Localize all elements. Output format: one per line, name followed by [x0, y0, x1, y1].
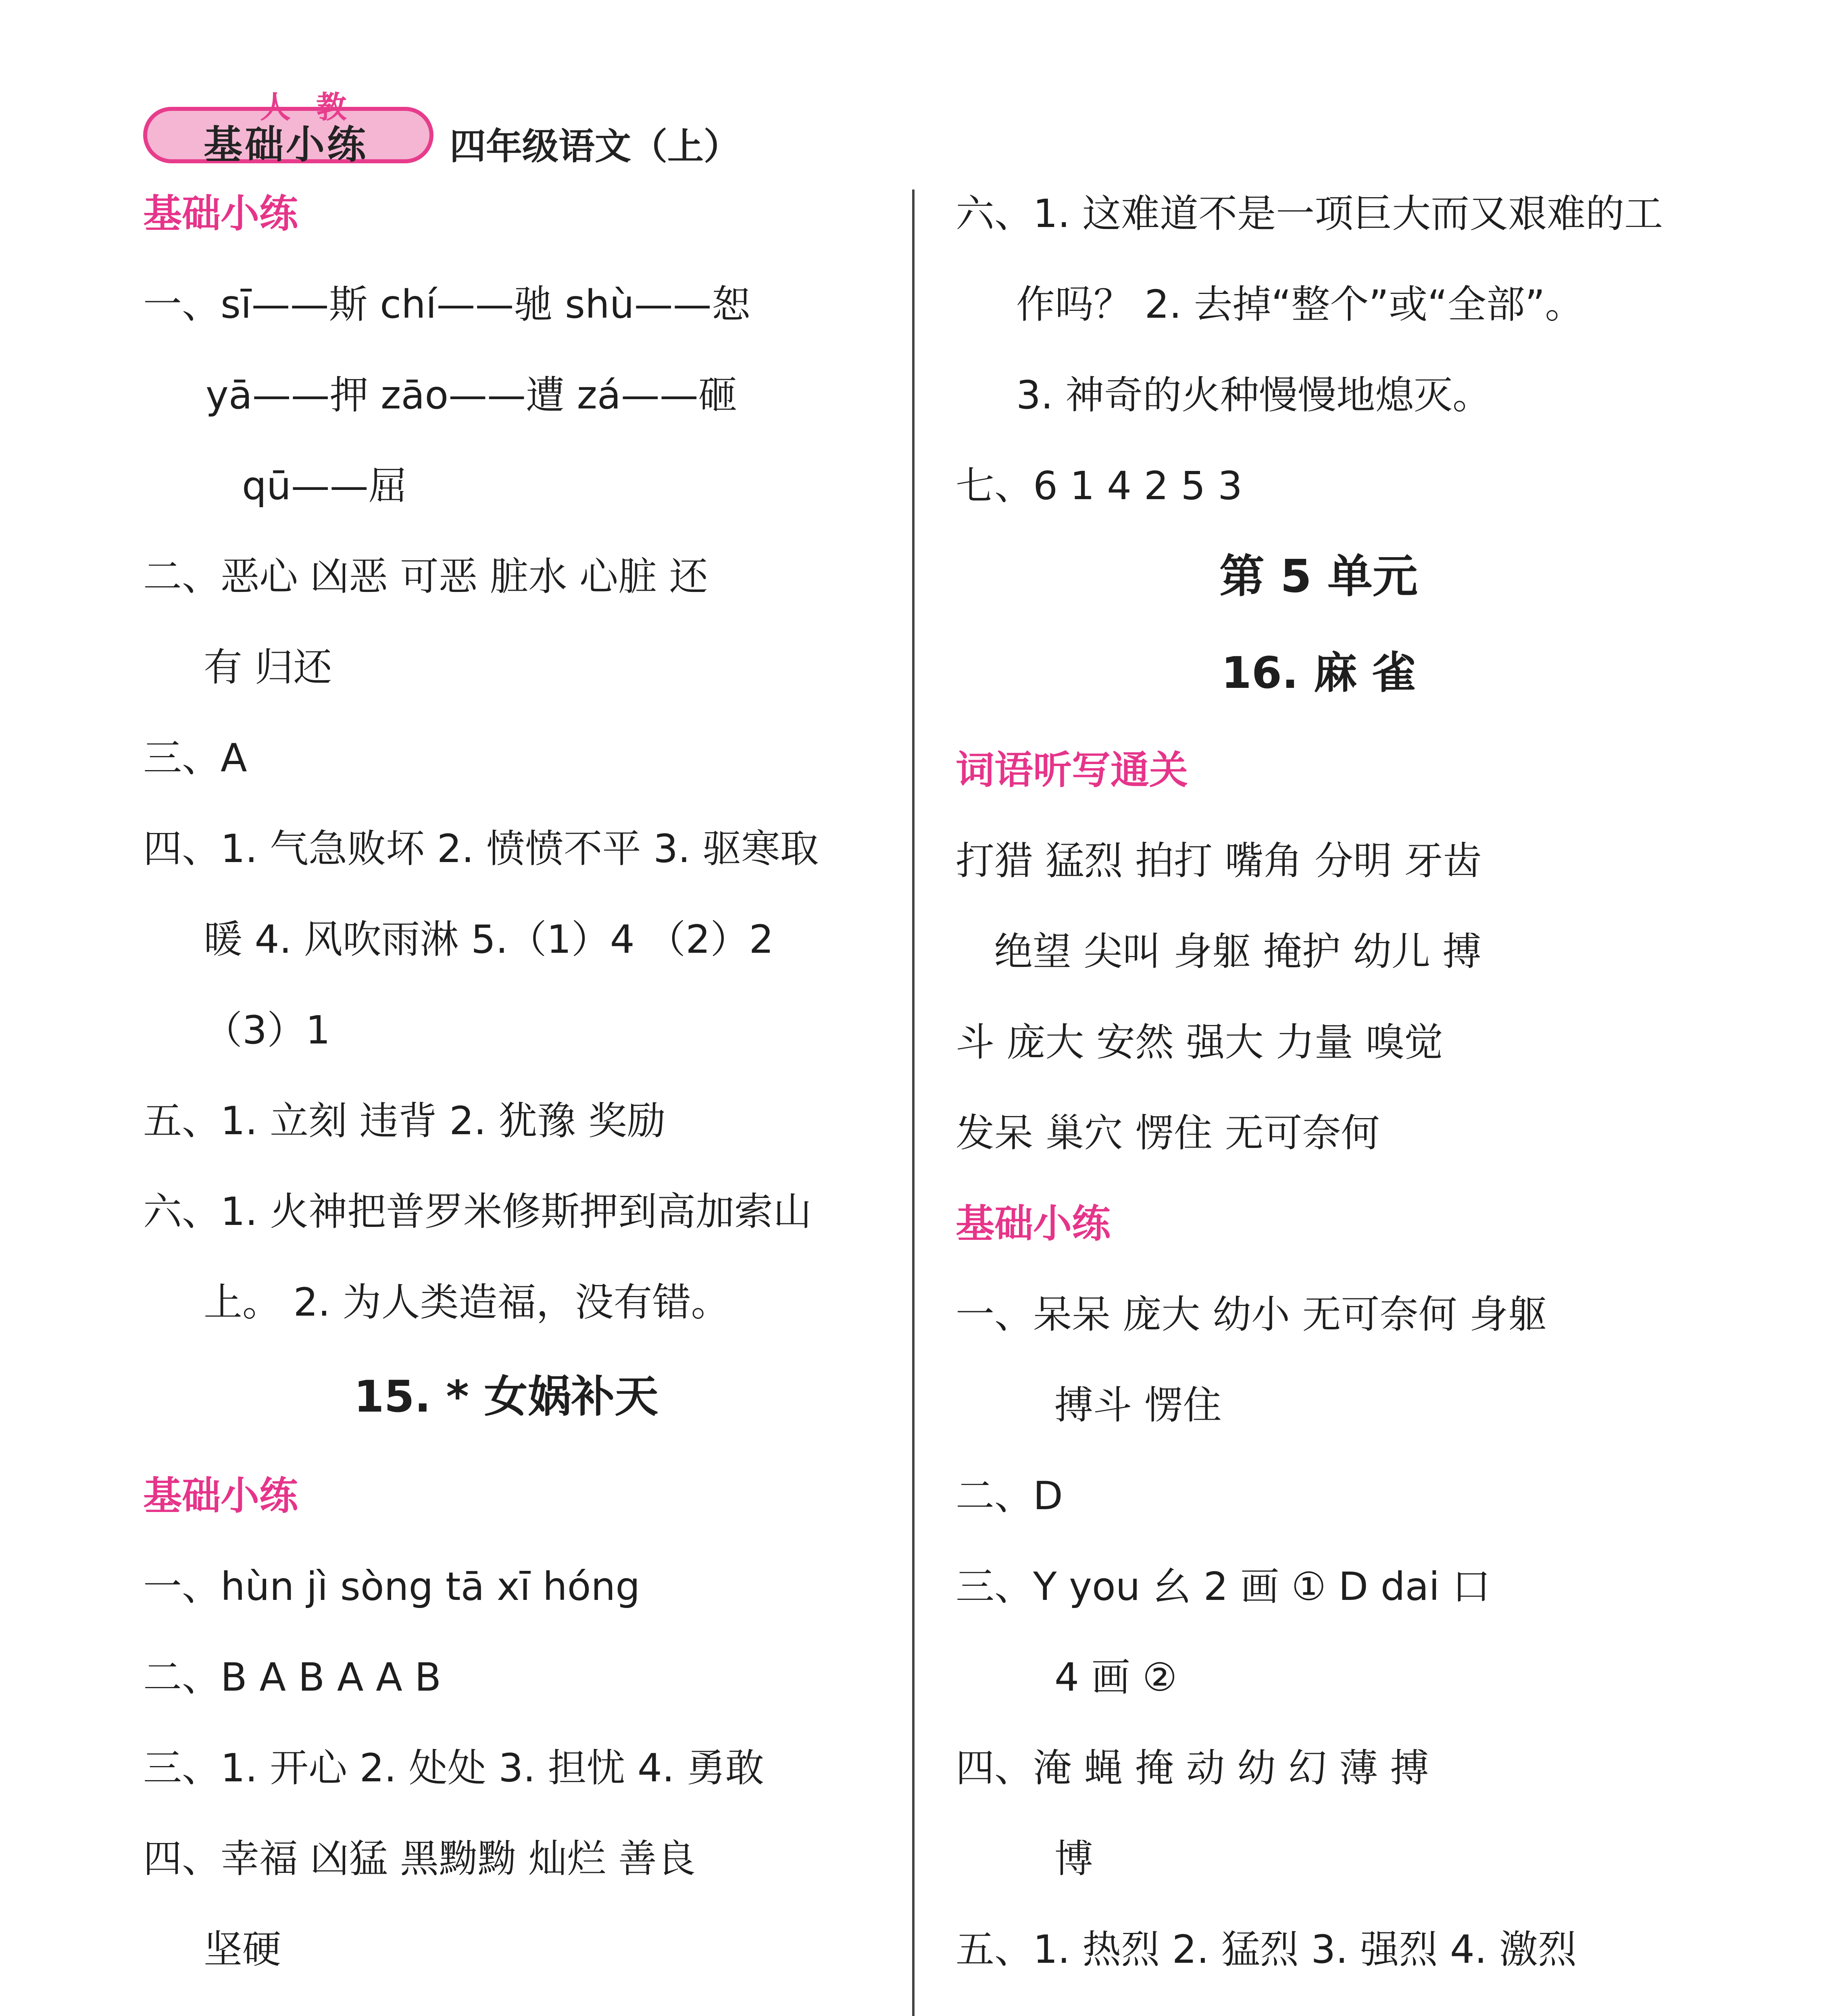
answer-line: 七、6 1 4 2 5 3	[956, 463, 1243, 508]
answer-line: 三、A	[143, 735, 247, 781]
answer-line: 五、1. 热烈 2. 猛烈 3. 强烈 4. 激烈	[956, 1927, 1577, 1972]
answer-line: 五、1. 立刻 违背 2. 犹豫 奖励	[143, 1098, 666, 1143]
answer-line: yā——押 zāo——遭 zá——砸	[206, 373, 737, 418]
answer-line: 4 画 ②	[1054, 1655, 1177, 1700]
answer-line: 一、呆呆 庞大 幼小 无可奈何 身躯	[956, 1292, 1547, 1337]
answer-line: 二、B A B A A B	[143, 1655, 442, 1700]
answer-line: 三、Y you 幺 2 画 ① D dai 口	[956, 1564, 1491, 1609]
answer-line: 搏斗 愣住	[1054, 1383, 1222, 1428]
answer-line: 一、hùn jì sòng tā xī hóng	[143, 1564, 640, 1609]
section-heading: 基础小练	[143, 1473, 298, 1518]
answer-line: 绝望 尖叫 身躯 掩护 幼儿 搏	[994, 929, 1481, 974]
answer-line: 有 归还	[204, 645, 332, 690]
section-heading: 基础小练	[143, 191, 298, 236]
answer-line: qū——屈	[242, 463, 407, 508]
answer-line: 四、淹 蝇 掩 动 幼 幻 薄 搏	[956, 1745, 1429, 1791]
section-heading: 词语听写通关	[956, 748, 1188, 793]
answer-line: 二、D	[956, 1473, 1063, 1518]
logo-series-title: 基础小练	[204, 122, 368, 167]
section-heading: 基础小练	[956, 1201, 1111, 1246]
answer-line: 六、1. 这难道不是一项巨大而又艰难的工	[956, 191, 1663, 236]
answer-line: 六、1. 火神把普罗米修斯押到高加索山	[143, 1189, 812, 1234]
answer-line: 斗 庞大 安然 强大 力量 嗅觉	[956, 1020, 1443, 1065]
answer-line: 打猎 猛烈 拍打 嘴角 分明 牙齿	[956, 838, 1482, 883]
answer-line: 作吗？ 2. 去掉“整个”或“全部”。	[1016, 282, 1584, 327]
answer-line: 3. 神奇的火种慢慢地熄灭。	[1016, 373, 1492, 418]
answer-line: 二、恶心 凶恶 可恶 脏水 心脏 还	[143, 554, 708, 599]
answer-line: 三、1. 开心 2. 处处 3. 担忧 4. 勇敢	[143, 1745, 764, 1791]
answer-line: 发呆 巢穴 愣住 无可奈何	[956, 1110, 1380, 1156]
answer-line: 坚硬	[204, 1927, 281, 1972]
answer-line: 博	[1054, 1836, 1093, 1881]
answer-line: 四、幸福 凶猛 黑黝黝 灿烂 善良	[143, 1836, 696, 1881]
page-header	[0, 0, 1821, 185]
lesson-title: 15. * 女娲补天	[354, 1372, 658, 1422]
answer-line: 上。 2. 为人类造福，没有错。	[204, 1280, 730, 1325]
answer-line: 暖 4. 风吹雨淋 5.（1）4 （2）2	[204, 917, 774, 962]
logo-publisher: 人 教	[260, 89, 354, 125]
header-subject: 四年级语文（上）	[450, 125, 740, 168]
unit-title: 第 5 单元	[1219, 550, 1418, 603]
answer-line: （3）1	[204, 1008, 331, 1053]
column-divider	[912, 190, 915, 2016]
answer-line: 一、sī——斯 chí——驰 shù——恕	[143, 282, 750, 327]
series-logo	[143, 83, 433, 179]
lesson-title: 16. 麻 雀	[1221, 648, 1416, 698]
answer-line: 四、1. 气急败坏 2. 愤愤不平 3. 驱寒取	[143, 826, 819, 871]
